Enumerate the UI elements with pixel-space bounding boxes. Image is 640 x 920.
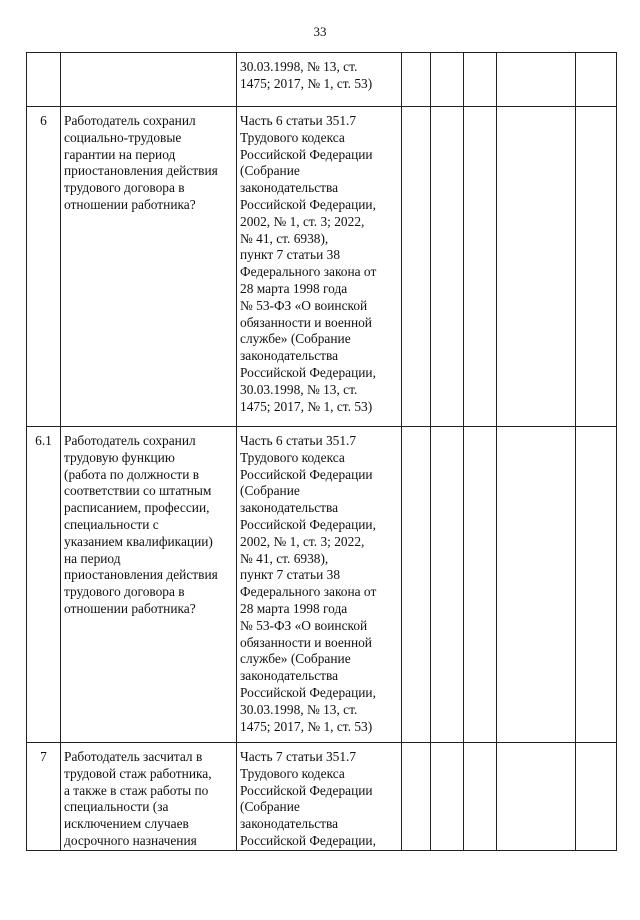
reference-text-line: 30.03.1998, № 13, ст. — [240, 381, 358, 397]
reference-text-line: пункт 7 статьи 38 — [240, 567, 341, 583]
answer-yes-cell — [402, 53, 431, 107]
table-row — [27, 107, 617, 427]
question-cell — [61, 53, 237, 107]
reference-text-line: Российской Федерации, — [240, 196, 376, 212]
question-text-line: Работодатель сохранил — [64, 113, 196, 128]
reference-text-line: Российской Федерации — [240, 782, 373, 798]
extra-cell — [576, 743, 617, 851]
table-row — [27, 53, 617, 107]
reference-text-line: № 41, ст. 6938), — [240, 550, 329, 566]
question-text-line: трудовую функцию — [64, 449, 175, 465]
question-text-line: отношении работника? — [64, 196, 196, 212]
question-text-line: трудового договора в — [64, 180, 185, 196]
legal-reference-cell — [237, 427, 402, 743]
reference-text-line: пункт 7 статьи 38 — [240, 247, 341, 263]
reference-text-line: Часть 6 статьи 351.7 — [240, 433, 357, 448]
reference-text-line: 28 марта 1998 года — [240, 280, 348, 296]
row-number — [27, 53, 61, 107]
reference-text-line: (Собрание — [240, 163, 300, 179]
reference-text-line: Трудового кодекса — [240, 129, 345, 145]
reference-text-line: службе» (Собрание — [240, 651, 351, 667]
question-text-line: гарантии на период — [64, 146, 176, 162]
reference-text-line: Российской Федерации, — [240, 364, 376, 380]
reference-text-line: обязанности и военной — [240, 314, 372, 330]
reference-text-line: 28 марта 1998 года — [240, 600, 348, 616]
checklist-table — [26, 52, 617, 851]
question-text-line: приостановления действия — [64, 163, 218, 179]
answer-no-cell — [431, 53, 464, 107]
reference-text-line: Российской Федерации — [240, 146, 373, 162]
reference-text-line: Российской Федерации, — [240, 516, 376, 532]
table-bottom-rule — [26, 850, 616, 851]
question-text-line: расписанием, профессии, — [64, 500, 210, 516]
reference-text-line: 1475; 2017, № 1, ст. 53) — [240, 398, 373, 414]
extra-cell — [576, 107, 617, 427]
answer-na-cell — [464, 107, 497, 427]
question-text-line: указанием квалификации) — [64, 533, 213, 549]
reference-text-line: Федерального закона от — [240, 264, 377, 280]
answer-no-cell — [431, 107, 464, 427]
table-row — [27, 743, 617, 851]
reference-text-line: законодательства — [240, 668, 339, 684]
extra-cell — [576, 427, 617, 743]
table-row — [27, 427, 617, 743]
reference-text-line: законодательства — [240, 348, 339, 364]
answer-yes-cell — [402, 743, 431, 851]
question-text-line: на период — [64, 550, 121, 566]
reference-text-line: 30.03.1998, № 13, ст. — [240, 59, 358, 74]
answer-no-cell — [431, 427, 464, 743]
page-number: 33 — [313, 24, 327, 39]
question-text-line: социально-трудовые — [64, 129, 182, 145]
notes-cell — [497, 743, 576, 851]
question-text-line: досрочного назначения — [64, 832, 197, 848]
reference-text-line: Трудового кодекса — [240, 449, 345, 465]
reference-text-line: обязанности и военной — [240, 634, 372, 650]
reference-text-line: Часть 6 статьи 351.7 — [240, 113, 357, 128]
reference-text-line: № 41, ст. 6938), — [240, 230, 329, 246]
legal-reference-cell — [237, 107, 402, 427]
question-text-line: соответствии со штатным — [64, 483, 212, 499]
reference-text-line: законодательства — [240, 816, 339, 832]
question-text-line: трудовой стаж работника, — [64, 765, 212, 781]
reference-text-line: Трудового кодекса — [240, 765, 345, 781]
reference-text-line: Российской Федерации, — [240, 832, 376, 848]
question-text-line: приостановления действия — [64, 567, 218, 583]
reference-text-line: № 53-ФЗ «О воинской — [240, 617, 368, 633]
row-number: 7 — [27, 743, 61, 851]
question-text-line: Работодатель засчитал в — [64, 749, 203, 764]
reference-text-line: 2002, № 1, ст. 3; 2022, — [240, 533, 365, 549]
answer-na-cell — [464, 427, 497, 743]
reference-text-line: законодательства — [240, 180, 339, 196]
question-text-line: исключением случаев — [64, 816, 189, 832]
reference-text-line: 1475; 2017, № 1, ст. 53) — [240, 75, 373, 91]
question-cell — [61, 427, 237, 743]
reference-text-line: (Собрание — [240, 483, 300, 499]
answer-no-cell — [431, 743, 464, 851]
question-text-line: специальности с — [64, 516, 159, 532]
answer-yes-cell — [402, 107, 431, 427]
notes-cell — [497, 427, 576, 743]
reference-text-line: 30.03.1998, № 13, ст. — [240, 701, 358, 717]
reference-text-line: Российской Федерации — [240, 466, 373, 482]
legal-reference-cell — [237, 53, 402, 107]
question-text-line: отношении работника? — [64, 600, 196, 616]
notes-cell — [497, 107, 576, 427]
reference-text-line: (Собрание — [240, 799, 300, 815]
question-text-line: специальности (за — [64, 799, 169, 815]
question-cell — [61, 107, 237, 427]
reference-text-line: № 53-ФЗ «О воинской — [240, 297, 368, 313]
question-text-line: (работа по должности в — [64, 466, 200, 482]
extra-cell — [576, 53, 617, 107]
reference-text-line: Часть 7 статьи 351.7 — [240, 749, 357, 764]
answer-yes-cell — [402, 427, 431, 743]
reference-text-line: 1475; 2017, № 1, ст. 53) — [240, 718, 373, 734]
answer-na-cell — [464, 743, 497, 851]
answer-na-cell — [464, 53, 497, 107]
row-number: 6.1 — [27, 427, 61, 743]
question-text-line: трудового договора в — [64, 584, 185, 600]
row-number: 6 — [27, 107, 61, 427]
question-text-line: а также в стаж работы по — [64, 782, 209, 798]
reference-text-line: службе» (Собрание — [240, 331, 351, 347]
question-text-line: Работодатель сохранил — [64, 433, 196, 448]
reference-text-line: 2002, № 1, ст. 3; 2022, — [240, 213, 365, 229]
notes-cell — [497, 53, 576, 107]
legal-reference-cell — [237, 743, 402, 851]
question-cell — [61, 743, 237, 851]
reference-text-line: законодательства — [240, 500, 339, 516]
reference-text-line: Российской Федерации, — [240, 684, 376, 700]
reference-text-line: Федерального закона от — [240, 584, 377, 600]
